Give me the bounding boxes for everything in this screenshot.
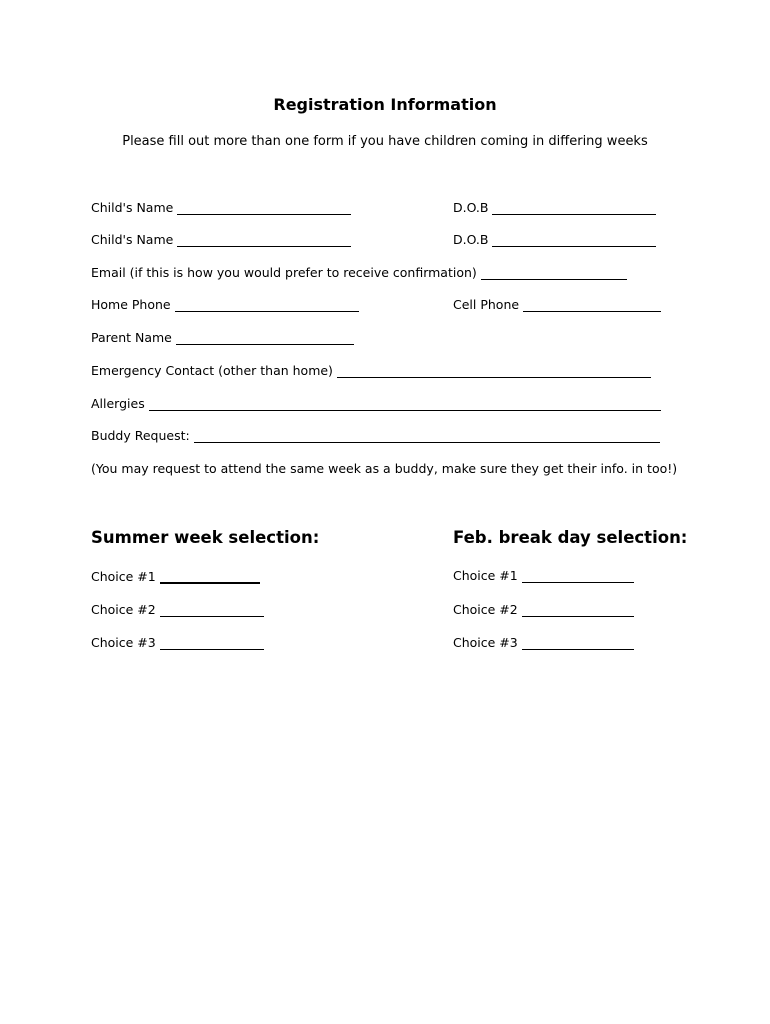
feb-choice-2 xyxy=(453,602,634,617)
dob-blank-1[interactable] xyxy=(492,200,656,215)
summer-choice-2 xyxy=(91,602,264,617)
child-name-label-2: Child's Name xyxy=(91,232,174,247)
parent-name-row xyxy=(91,330,354,345)
summer-choice-blank-1[interactable] xyxy=(160,568,260,584)
child-name-row-2 xyxy=(91,232,351,247)
summer-heading: Summer week selection: xyxy=(91,528,320,547)
form-subtitle: Please fill out more than one form if you have children coming in differing weeks xyxy=(122,134,648,149)
feb-choice-blank-1[interactable] xyxy=(522,568,634,583)
feb-choice-blank-3[interactable] xyxy=(522,635,634,650)
form-title: Registration Information xyxy=(273,95,497,114)
allergies-label: Allergies xyxy=(91,396,145,411)
child-name-row-1 xyxy=(91,200,351,215)
child-name-blank-2[interactable] xyxy=(177,232,351,247)
dob-blank-2[interactable] xyxy=(492,232,656,247)
emergency-contact-label: Emergency Contact xyxy=(91,363,215,378)
child-name-blank-1[interactable] xyxy=(177,200,351,215)
dob-row-1 xyxy=(453,200,656,215)
dob-label-2: D.O.B xyxy=(453,232,489,247)
email-row xyxy=(91,265,627,280)
buddy-note-row xyxy=(91,461,677,476)
cell-phone-blank[interactable] xyxy=(523,297,661,312)
summer-choice-blank-3[interactable] xyxy=(160,635,264,650)
emergency-contact-note: (other than home) xyxy=(218,363,333,378)
buddy-request-row xyxy=(91,428,660,443)
emergency-contact-blank[interactable] xyxy=(337,363,651,378)
cell-phone-row xyxy=(453,297,661,312)
feb-choice-blank-2[interactable] xyxy=(522,602,634,617)
summer-choice-label-3: Choice #3 xyxy=(91,635,156,650)
allergies-blank[interactable] xyxy=(149,396,661,411)
home-phone-label: Home Phone xyxy=(91,297,171,312)
summer-choice-1 xyxy=(91,568,260,584)
email-blank[interactable] xyxy=(481,265,627,280)
email-label: Email xyxy=(91,265,126,280)
feb-choice-label-2: Choice #2 xyxy=(453,602,518,617)
buddy-note: (You may request to attend the same week as a buddy, make sure they get their info. in too!) xyxy=(91,461,678,476)
feb-heading: Feb. break day selection: xyxy=(453,528,688,547)
summer-choice-label-1: Choice #1 xyxy=(91,569,156,584)
dob-row-2 xyxy=(453,232,656,247)
emergency-contact-row xyxy=(91,363,651,378)
feb-choice-label-3: Choice #3 xyxy=(453,635,518,650)
feb-choice-1 xyxy=(453,568,634,583)
dob-label-1: D.O.B xyxy=(453,200,489,215)
summer-choice-3 xyxy=(91,635,264,650)
home-phone-row xyxy=(91,297,359,312)
email-note: (if this is how you would prefer to receive confirmation) xyxy=(129,265,477,280)
parent-name-label: Parent Name xyxy=(91,330,172,345)
feb-choice-label-1: Choice #1 xyxy=(453,568,518,583)
summer-choice-label-2: Choice #2 xyxy=(91,602,156,617)
feb-choice-3 xyxy=(453,635,634,650)
home-phone-blank[interactable] xyxy=(175,297,359,312)
summer-choice-blank-2[interactable] xyxy=(160,602,264,617)
buddy-request-blank[interactable] xyxy=(194,428,660,443)
cell-phone-label: Cell Phone xyxy=(453,297,520,312)
child-name-label-1: Child's Name xyxy=(91,200,174,215)
buddy-request-label: Buddy Request: xyxy=(91,428,190,443)
parent-name-blank[interactable] xyxy=(176,330,354,345)
allergies-row xyxy=(91,396,661,411)
